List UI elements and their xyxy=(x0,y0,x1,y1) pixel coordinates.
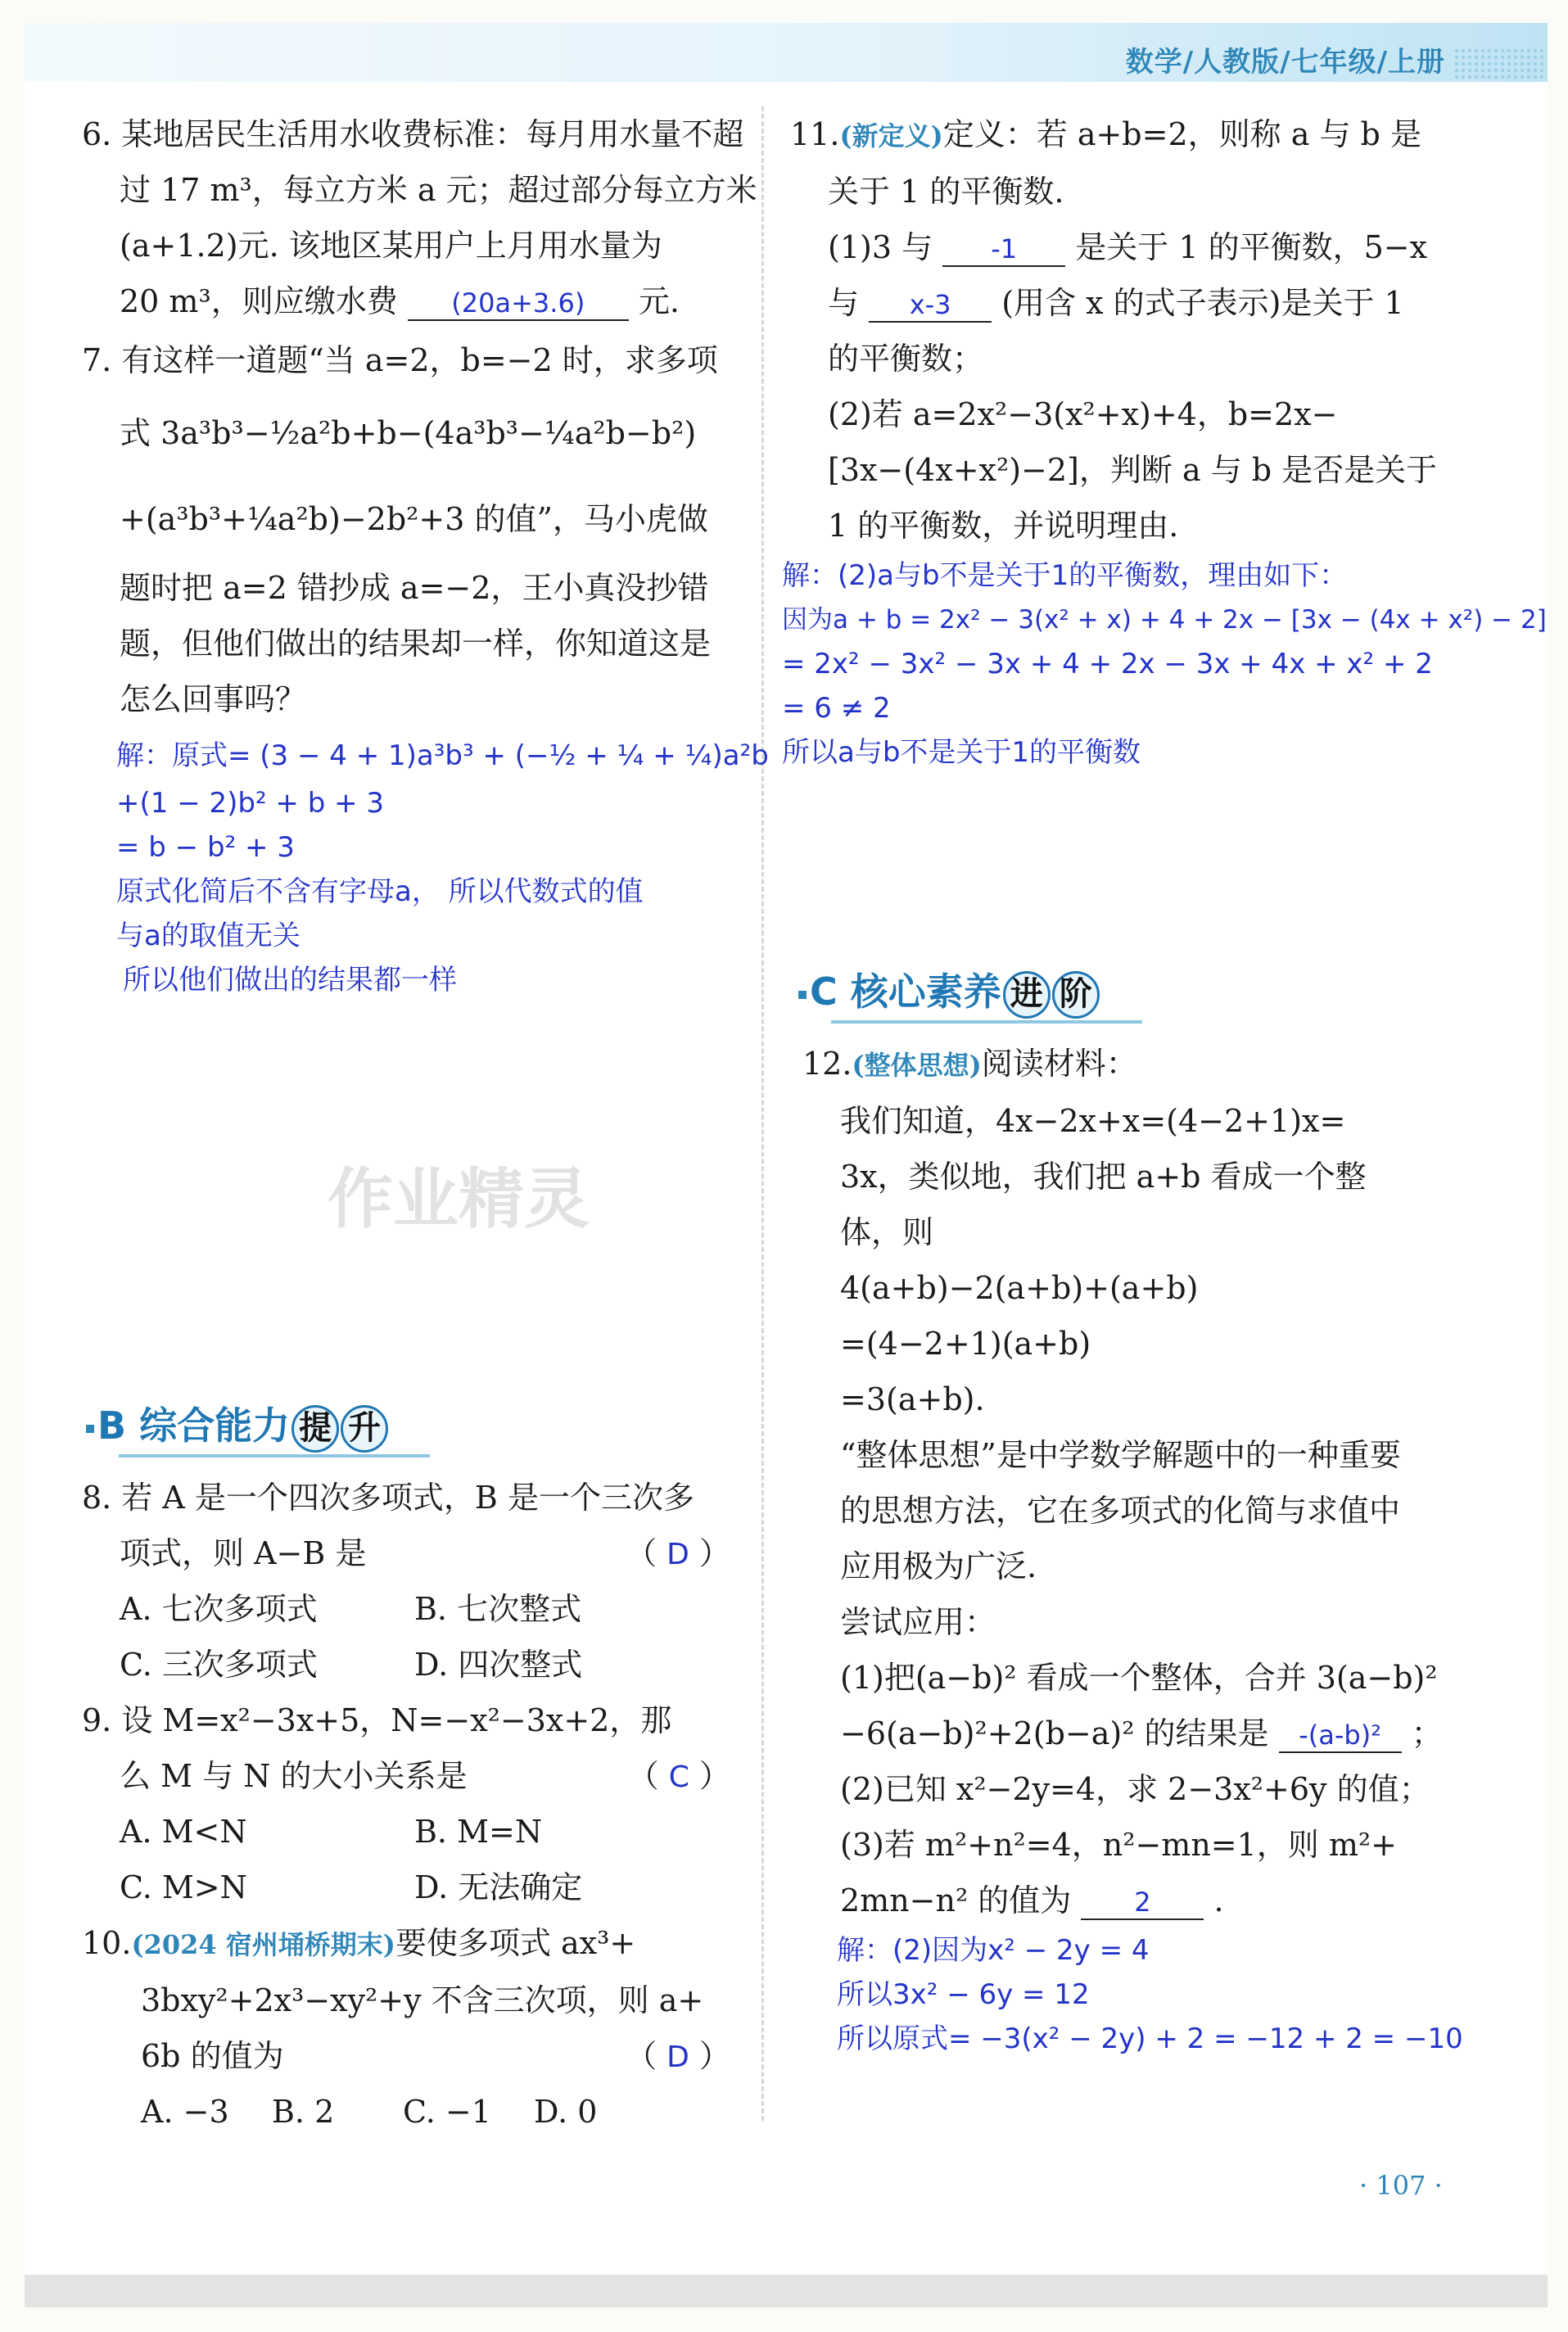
q12-text: −6(a−b)²+2(b−a)² 的结果是 xyxy=(840,1715,1269,1751)
q12-line xyxy=(802,1706,1474,1761)
q9-answer: C xyxy=(668,1760,689,1794)
q11-solution xyxy=(782,554,1547,775)
watermark: 作业精灵 xyxy=(328,1161,590,1237)
q9-choices xyxy=(82,1804,737,1860)
header-title: 数学/人教版/七年级/上册 xyxy=(1125,46,1445,79)
q12-text: 2mn−n² 的值为 xyxy=(840,1882,1072,1918)
q10-tag: (2024 宿州埇桥期末) xyxy=(131,1929,395,1960)
q6-line xyxy=(82,273,737,329)
q11-text: 定义：若 a+b=2，则称 a 与 b 是 xyxy=(942,116,1421,152)
section-b-circle-char: 升 xyxy=(341,1405,388,1453)
q10-answer-paren: （ D ） xyxy=(626,2038,730,2074)
q12-line: =3(a+b). xyxy=(840,1381,985,1417)
q11-text: 是关于 1 的平衡数，5−x xyxy=(1075,229,1428,265)
q11-line: 关于 1 的平衡数. xyxy=(828,174,1064,210)
solution-line: 所以a与b不是关于1的平衡数 xyxy=(782,736,1141,769)
q7-line: 题时把 a=2 错抄成 a=−2，王小真没抄错 xyxy=(120,570,709,606)
choice: A. M<N xyxy=(120,1814,247,1850)
question-6 xyxy=(82,106,757,329)
q7-line: +(a³b³+¼a²b)−2b²+3 的值”，马小虎做 xyxy=(120,501,708,537)
section-b-heading xyxy=(86,1396,388,1453)
choice: A. −3 xyxy=(141,2094,229,2130)
q12-line: 3x，类似地，我们把 a+b 看成一个整 xyxy=(840,1159,1367,1195)
q9-answer-paren: （ C ） xyxy=(627,1758,730,1794)
q6-line: 6. 某地居民生活用水收费标准：每月用水量不超 xyxy=(82,116,744,152)
q6-text: 元. xyxy=(638,283,680,319)
q12-answer-3: 2 xyxy=(1081,1886,1204,1920)
q11-text: 与 xyxy=(828,285,860,321)
question-10 xyxy=(82,1915,737,2140)
q11-line: 1 的平衡数，并说明理由. xyxy=(828,508,1179,544)
q10-text: 要使多项式 ax³+ xyxy=(395,1925,636,1961)
section-underline xyxy=(119,1454,430,1458)
q6-answer: (20a+3.6) xyxy=(408,287,629,321)
q8-line xyxy=(82,1525,737,1581)
q12-num: 12. xyxy=(802,1046,852,1082)
q7-line: 题，但他们做出的结果却一样，你知道这是 xyxy=(120,626,712,662)
q9-line xyxy=(82,1748,737,1804)
q10-answer: D xyxy=(667,2040,689,2074)
section-bullet-icon xyxy=(798,991,807,999)
q10-choices xyxy=(82,2084,737,2140)
q12-line: (3)若 m²+n²=4，n²−mn=1，则 m²+ xyxy=(840,1827,1397,1863)
q8-answer: D xyxy=(667,1538,689,1571)
q12-line: 4(a+b)−2(a+b)+(a+b) xyxy=(840,1270,1199,1306)
section-c-circle-char: 阶 xyxy=(1052,971,1100,1019)
q12-text: 阅读材料： xyxy=(981,1046,1137,1082)
choice: A. 七次多项式 xyxy=(120,1591,318,1627)
q8-line: 8. 若 A 是一个四次多项式，B 是一个三次多 xyxy=(82,1480,694,1516)
choice: B. M=N xyxy=(414,1814,543,1850)
choice: C. 三次多项式 xyxy=(120,1647,318,1683)
question-7 xyxy=(82,332,769,1002)
choice: D. 四次整式 xyxy=(414,1647,583,1683)
solution-line: 所以3x² − 6y = 12 xyxy=(837,1978,1090,2011)
q7-line: 7. 有这样一道题“当 a=2，b=−2 时，求多项 xyxy=(82,342,718,378)
q10-line: 3bxy²+2x³−xy²+y 不含三次项，则 a+ xyxy=(141,1982,704,2018)
q11-line xyxy=(790,219,1470,275)
q7-line: 式 3a³b³−½a²b+b−(4a³b³−¼a²b−b²) xyxy=(120,415,697,451)
q6-line: (a+1.2)元. 该地区某用户上月用水量为 xyxy=(120,228,662,264)
q12-line xyxy=(802,1036,1474,1093)
q12-line: (2)已知 x²−2y=4，求 2−3x²+6y 的值； xyxy=(840,1771,1430,1807)
solution-line: = b − b² + 3 xyxy=(116,831,295,864)
q8-text: 项式，则 A−B 是 xyxy=(120,1535,367,1571)
page-number: · 107 · xyxy=(1359,2170,1443,2201)
left-column-lower xyxy=(82,1470,737,2140)
q12-tag: (整体思想) xyxy=(852,1050,982,1081)
question-9 xyxy=(82,1693,737,1915)
section-bullet-icon xyxy=(86,1425,94,1433)
q11-line: 的平衡数； xyxy=(828,341,984,377)
q12-text: ； xyxy=(1411,1715,1443,1751)
q12-line: 体，则 xyxy=(840,1214,934,1250)
solution-line: 解：原式= (3 − 4 + 1)a³b³ + (−½ + ¼ + ¼)a²b xyxy=(116,739,769,772)
q12-answer-1: -(a-b)² xyxy=(1279,1719,1402,1753)
section-b-label: B 综合能力 xyxy=(97,1403,291,1448)
q12-line: 的思想方法，它在多项式的化简与求值中 xyxy=(840,1493,1401,1529)
left-column xyxy=(82,106,769,1002)
bottom-band xyxy=(25,2275,1548,2307)
q12-line xyxy=(802,1873,1474,1928)
solution-line: 所以他们做出的结果都一样 xyxy=(123,964,457,997)
solution-line: = 2x² − 3x² − 3x + 4 + 2x − 3x + 4x + x² + 2 xyxy=(782,648,1433,680)
q12-line: 尝试应用： xyxy=(840,1604,996,1640)
q11-line xyxy=(790,106,1470,164)
q11-line: (2)若 a=2x²−3(x²+x)+4，b=2x− xyxy=(828,396,1338,432)
q10-line xyxy=(82,1915,737,1973)
q11-line xyxy=(790,275,1470,331)
column-divider xyxy=(761,106,764,2121)
solution-line: 解：(2)因为x² − 2y = 4 xyxy=(837,1934,1150,1967)
q8-answer-paren: （ D ） xyxy=(626,1535,730,1571)
solution-line: 因为a + b = 2x² − 3(x² + x) + 4 + 2x − [3x − (4x + x²) − 2] xyxy=(782,605,1547,635)
q11-line: [3x−(4x+x²)−2]，判断 a 与 b 是否是关于 xyxy=(828,452,1438,488)
question-12 xyxy=(802,1036,1474,2061)
right-column xyxy=(782,106,1547,775)
q11-answer-1: -1 xyxy=(942,233,1065,267)
q12-line: 应用极为广泛. xyxy=(840,1548,1037,1584)
q11-tag: (新定义) xyxy=(839,120,943,151)
q12-line: =(4−2+1)(a+b) xyxy=(840,1326,1091,1362)
solution-line: +(1 − 2)b² + b + 3 xyxy=(116,787,385,820)
q12-text: . xyxy=(1213,1882,1224,1918)
q8-choices xyxy=(82,1581,737,1637)
q9-choices xyxy=(82,1860,737,1915)
question-11 xyxy=(782,106,1547,775)
solution-line: 所以原式= −3(x² − 2y) + 2 = −12 + 2 = −10 xyxy=(837,2022,1463,2055)
q11-answer-2: x-3 xyxy=(869,288,992,323)
q10-num: 10. xyxy=(82,1925,132,1961)
header-dots xyxy=(1453,47,1543,80)
section-underline xyxy=(831,1020,1142,1024)
q6-text: 20 m³，则应缴水费 xyxy=(120,283,398,319)
q9-text: 么 M 与 N 的大小关系是 xyxy=(120,1758,468,1794)
right-column-lower xyxy=(802,1036,1474,2061)
q12-line: “整体思想”是中学数学解题中的一种重要 xyxy=(840,1437,1401,1473)
choice: D. 无法确定 xyxy=(414,1869,583,1905)
q9-line: 9. 设 M=x²−3x+5，N=−x²−3x+2，那 xyxy=(82,1702,672,1738)
solution-line: 原式化简后不含有字母a， 所以代数式的值 xyxy=(116,875,644,908)
q7-line: 怎么回事吗？ xyxy=(120,681,307,717)
q6-line: 过 17 m³，每立方米 a 元；超过部分每立方米 xyxy=(120,172,757,208)
solution-line: 解：(2)a与b不是关于1的平衡数，理由如下： xyxy=(782,559,1348,592)
q12-solution xyxy=(802,1928,1474,2061)
choice: C. M>N xyxy=(120,1869,247,1905)
q12-line: 我们知道，4x−2x+x=(4−2+1)x= xyxy=(840,1103,1346,1139)
choice: B. 2 xyxy=(272,2094,335,2130)
section-c-heading xyxy=(798,962,1100,1019)
q11-text: (1)3 与 xyxy=(828,229,933,265)
question-8 xyxy=(82,1470,737,1693)
q12-line: (1)把(a−b)² 看成一个整体，合并 3(a−b)² xyxy=(840,1660,1438,1696)
choice: D. 0 xyxy=(534,2094,598,2130)
choice: B. 七次整式 xyxy=(414,1591,582,1627)
section-c-label: C 核心素养 xyxy=(810,969,1001,1014)
q11-text: (用含 x 的式子表示)是关于 1 xyxy=(1001,285,1404,321)
q10-text: 6b 的值为 xyxy=(141,2038,284,2074)
section-b-circle-char: 提 xyxy=(291,1405,339,1453)
solution-line: 与a的取值无关 xyxy=(116,920,300,952)
section-c-circle-char: 进 xyxy=(1003,971,1051,1019)
solution-line: = 6 ≠ 2 xyxy=(782,692,891,725)
q11-num: 11. xyxy=(790,116,840,152)
q10-line xyxy=(82,2028,737,2084)
q8-choices xyxy=(82,1637,737,1693)
q7-solution xyxy=(82,730,769,1002)
choice: C. −1 xyxy=(403,2094,491,2130)
